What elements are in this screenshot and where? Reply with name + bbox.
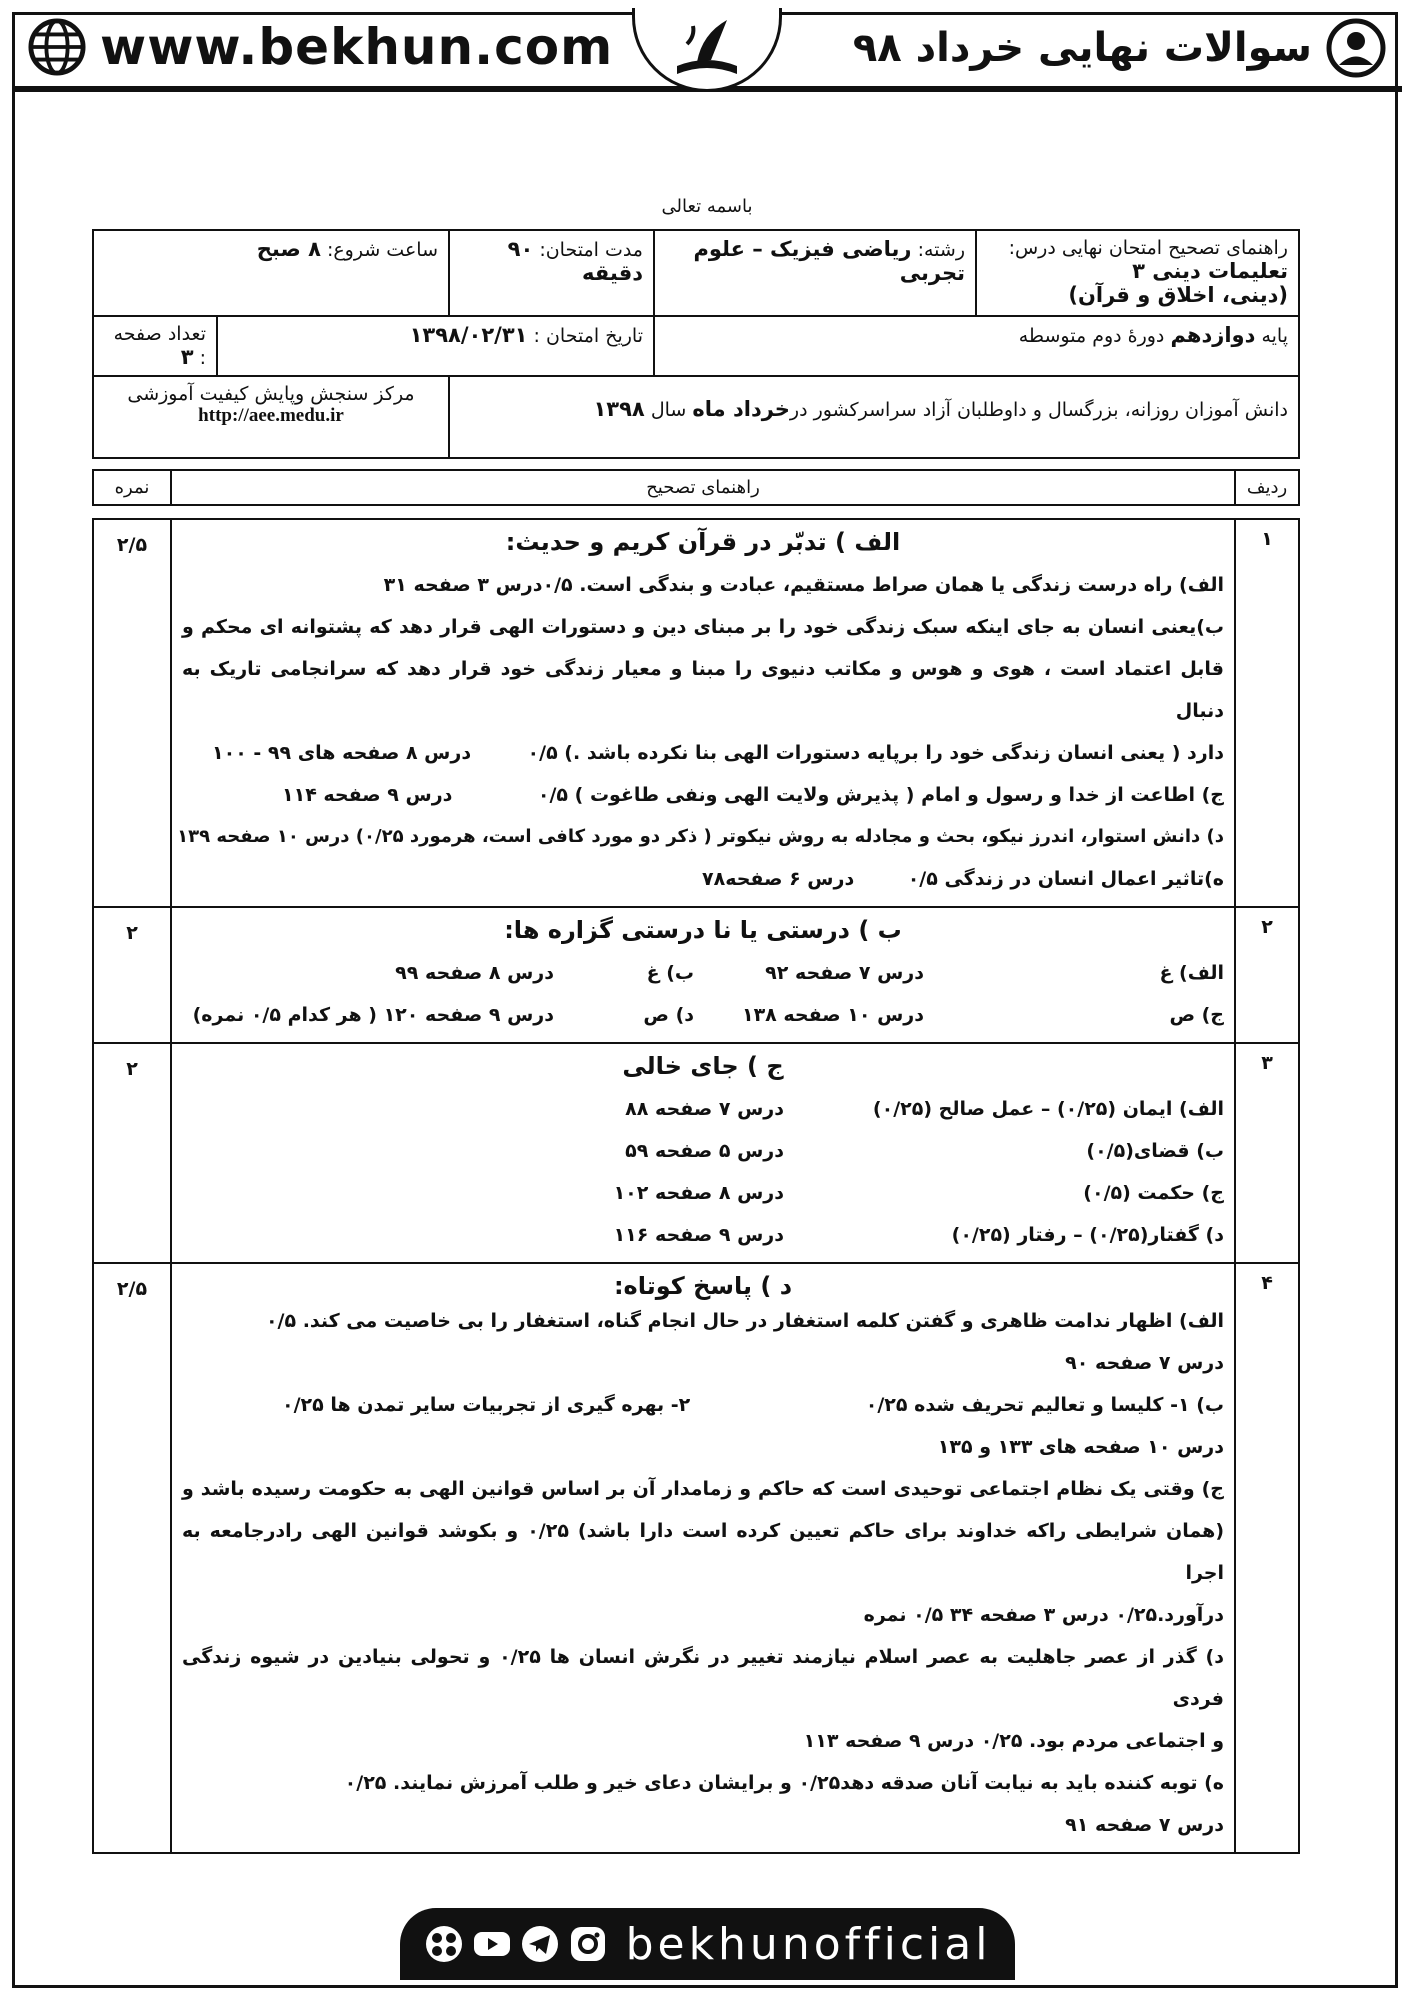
answers-table: [92, 518, 1300, 1854]
row-number: ۴: [1235, 1263, 1299, 1853]
start-time-cell: ساعت شروع: ۸ صبح: [93, 230, 449, 316]
col-row: ردیف: [1235, 470, 1299, 505]
table-row: [93, 907, 1299, 1043]
row-number: ۱: [1235, 519, 1299, 907]
answer-cell: ب ) درستی یا نا درستی گزاره ها: الف) غ درس ۷ صفحه ۹۲ ب) غ درس ۸ صفحه ۹۹ ج) ص درس ۱۰ صفحه ۱۳۸ د) ص درس ۹ صفحه ۱۲۰ ( هر کدام ۰/۵ نمره): [171, 907, 1235, 1043]
section-title: د ) پاسخ کوتاه:: [613, 1272, 793, 1300]
section-title: ج ) جای خالی: [622, 1052, 784, 1080]
row-score: ۲/۵: [93, 1263, 171, 1853]
header-title: [853, 18, 1386, 78]
col-guide: راهنمای تصحیح: [171, 470, 1235, 505]
site-link[interactable]: [28, 18, 613, 76]
answer-cell: د ) پاسخ کوتاه: الف) اظهار ندامت ظاهری و گفتن کلمه استغفار در حال انجام گناه، استغفار را بی خاصیت می کند. ۰/۵ درس ۷ صفحه ۹۰ ب) ۱- کلیسا و تعالیم تحریف شده ۰/۲۵ ۲- بهره گیری از تجربیات سایر تمدن ها ۰/۲۵ درس ۱۰ صفحه های ۱۳۳ و ۱۳۵ ج) وقتی یک نظام اجتماعی توحیدی است که حاکم و زمامدار آن بر اساس قوانین الهی به حکومت رسیده باشد و (همان شرایطی راکه خداوند برای حاکم تعیین کرده است دارا باشد) ۰/۲۵ و بکوشد قوانین الهی رادرجامعه به اجرا درآورد.۰/۲۵ درس ۳ صفحه ۳۴ ۰/۵ نمره د) گذر از عصر جاهلیت به عصر اسلام نیازمند تغییر در نگرش انسان ها ۰/۲۵ و تحولی بنیادین در شیوه زندگی فردی و اجتماعی مردم بود. ۰/۲۵ درس ۹ صفحه ۱۱۳ ه) توبه کننده باید به نیابت آنان صدقه دهد۰/۲۵ و برایشان دعای خیر و طلب آمرزش نمایند. ۰/۲۵ درس ۷ صفحه ۹۱: [171, 1263, 1235, 1853]
globe-icon: [28, 18, 86, 76]
exam-date-cell: تاریخ امتحان : ۱۳۹۸/۰۲/۳۱: [217, 316, 654, 376]
course-cell: راهنمای تصحیح امتحان نهایی درس: تعلیمات دینی ۳ (دینی، اخلاق و قرآن): [976, 230, 1299, 316]
aparat-icon[interactable]: [424, 1924, 464, 1964]
answer-cell: ج ) جای خالی الف) ایمان (۰/۲۵) – عمل صالح (۰/۲۵) درس ۷ صفحه ۸۸ ب) قضای(۰/۵) درس ۵ صفحه ۵۹ ج) حکمت (۰/۵) درس ۸ صفحه ۱۰۲ د) گفتار(۰/۲۵) – رفتار (۰/۲۵) درس ۹ صفحه ۱۱۶: [171, 1043, 1235, 1263]
field-cell: رشته: ریاضی فیزیک – علوم تجربی: [654, 230, 976, 316]
user-icon: [1326, 18, 1386, 78]
center-cell: [93, 376, 449, 458]
table-row: [93, 1263, 1299, 1853]
exam-series-title: سوالات نهایی خرداد ۹۸: [852, 25, 1312, 71]
columns-header: [92, 469, 1300, 506]
exam-info-table: [92, 229, 1300, 459]
row-number: ۳: [1235, 1043, 1299, 1263]
duration-cell: مدت امتحان: ۹۰ دقیقه: [449, 230, 654, 316]
course-subtitle: (دینی، اخلاق و قرآن): [1068, 283, 1288, 307]
table-row: [93, 519, 1299, 907]
row-score: ۲/۵: [93, 519, 171, 907]
row-number: ۲: [1235, 907, 1299, 1043]
page-count-cell: تعداد صفحه : ۳: [93, 316, 217, 376]
col-score: نمره: [93, 470, 171, 505]
instagram-icon[interactable]: [568, 1924, 608, 1964]
section-title: الف ) تدبّر در قرآن کریم و حدیث:: [505, 528, 901, 556]
row-score: ۲: [93, 1043, 171, 1263]
row-score: ۲: [93, 907, 171, 1043]
youtube-icon[interactable]: [472, 1924, 512, 1964]
center-name: مرکز سنجش وپایش کیفیت آموزشی: [127, 383, 415, 405]
telegram-icon[interactable]: [520, 1924, 560, 1964]
answer-cell: الف ) تدبّر در قرآن کریم و حدیث: الف) راه درست زندگی یا همان صراط مستقیم، عبادت و بندگی است. ۰/۵ درس ۳ صفحه ۳۱ ب)یعنی انسان به جای اینکه سبک زندگی خود را بر مبنای دین و دستورات الهی قرار دهد که پشتوانه ای محکم و قابل اعتماد است ، هوی و هوس و مکاتب دنیوی را مبنا و معیار زندگی خود قرار دهد که سرانجامی تاریک به دنبال دارد ( یعنی انسان زندگی خود را برپایه دستورات الهی بنا نکرده باشد .) ۰/۵ درس ۸ صفحه های ۹۹ - ۱۰۰ ج) اطاعت از خدا و رسول و امام ( پذیرش ولایت الهی ونفی طاغوت ) ۰/۵ درس ۹ صفحه ۱۱۴ د) دانش استوار، اندرز نیکو، بحث و مجادله به روش نیکوتر ( ذکر دو مورد کافی است، هرمورد ۰/۲۵) درس ۱۰ صفحه ۱۳۹ ه)تاثیر اعمال انسان در زندگی ۰/۵ درس ۶ صفحه۷۸: [171, 519, 1235, 907]
site-url: www.bekhun.com: [100, 18, 614, 76]
section-title: ب ) درستی یا نا درستی گزاره ها:: [504, 916, 902, 944]
social-footer: [400, 1908, 1015, 1980]
students-cell: دانش آموزان روزانه، بزرگسال و داوطلبان آزاد سراسرکشور درخرداد ماه سال ۱۳۹۸: [449, 376, 1299, 458]
course-name: تعلیمات دینی ۳: [1132, 259, 1288, 283]
bismillah: باسمه تعالی: [661, 196, 753, 217]
table-row: [93, 1043, 1299, 1263]
grade-cell: پایه دوازدهم دورهٔ دوم متوسطه: [654, 316, 1299, 376]
quill-book-icon: [667, 14, 747, 84]
center-url[interactable]: http://aee.medu.ir: [198, 405, 344, 426]
social-handle[interactable]: bekhunofficial: [625, 1918, 992, 1970]
